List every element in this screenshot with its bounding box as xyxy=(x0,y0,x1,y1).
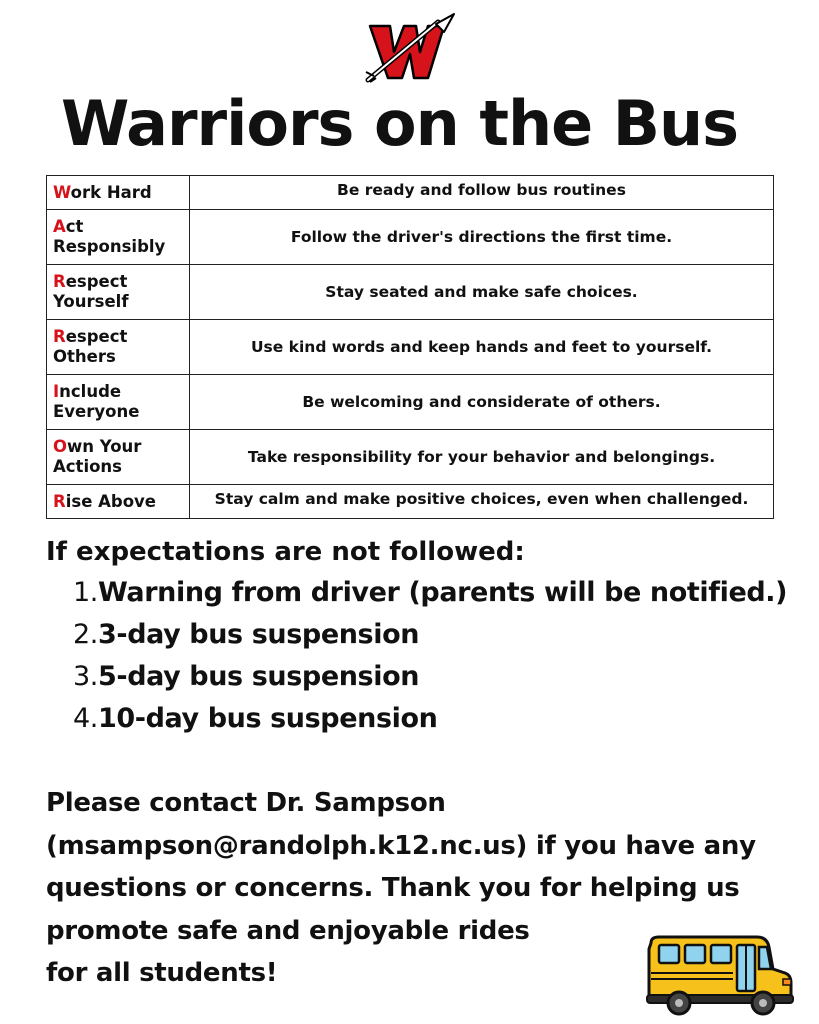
consequence-text: 10-day bus suspension xyxy=(98,703,438,734)
expectation-row xyxy=(47,210,774,265)
consequence-text: 3-day bus suspension xyxy=(98,619,420,650)
expectation-description xyxy=(190,265,774,320)
expectation-description xyxy=(190,430,774,485)
expectation-row xyxy=(47,176,774,210)
page-title: Warriors on the Bus xyxy=(60,87,739,160)
consequences-section xyxy=(46,532,806,740)
consequence-number: 1. xyxy=(73,577,98,608)
consequences-list xyxy=(46,572,806,740)
acrostic-letter: R xyxy=(53,491,66,511)
expectation-description xyxy=(190,176,774,210)
consequence-item xyxy=(46,614,806,656)
description-text: Use kind words and keep hands and feet to yourself. xyxy=(250,338,713,356)
keyword-rest: ork Hard xyxy=(70,182,152,202)
description-text: Be welcoming and considerate of others. xyxy=(302,393,661,411)
description-text: Be ready and follow bus routines xyxy=(337,180,626,199)
consequence-text: Warning from driver (parents will be notified.) xyxy=(98,577,788,608)
expectation-row xyxy=(47,265,774,320)
consequence-number: 4. xyxy=(73,703,98,734)
expectation-row xyxy=(47,485,774,519)
acrostic-letter: O xyxy=(53,437,68,456)
description-text: Stay calm and make positive choices, even when challenged. xyxy=(214,489,749,508)
expectation-row xyxy=(47,430,774,485)
expectation-description xyxy=(190,320,774,375)
contact-line: for all students! xyxy=(46,958,278,988)
acrostic-letter: A xyxy=(53,217,66,236)
expectation-description xyxy=(190,375,774,430)
expectation-keyword xyxy=(47,375,190,430)
consequence-item xyxy=(46,572,806,614)
school-bus-icon xyxy=(645,935,795,1017)
expectation-keyword xyxy=(47,320,190,375)
keyword-rest: ise Above xyxy=(65,491,156,511)
contact-line: Please contact Dr. Sampson xyxy=(46,788,446,818)
keyword-rest: espect Others xyxy=(53,327,128,366)
expectation-keyword xyxy=(47,176,190,210)
warriors-logo xyxy=(364,12,456,84)
expectation-keyword xyxy=(47,485,190,519)
expectations-table xyxy=(46,175,774,519)
acrostic-letter: R xyxy=(53,327,66,346)
contact-line: (msampson@randolph.k12.nc.us) if you have any xyxy=(46,830,756,861)
consequence-item xyxy=(46,656,806,698)
consequence-number: 2. xyxy=(73,619,98,650)
consequence-item xyxy=(46,698,806,740)
expectation-keyword xyxy=(47,430,190,485)
consequences-heading: If expectations are not followed: xyxy=(46,537,525,567)
keyword-rest: nclude Everyone xyxy=(53,382,140,421)
expectation-description xyxy=(190,210,774,265)
description-text: Take responsibility for your behavior and belongings. xyxy=(247,448,716,466)
contact-line: questions or concerns. Thank you for helping us xyxy=(46,873,740,903)
contact-line: promote safe and enjoyable rides xyxy=(46,915,530,946)
expectation-row xyxy=(47,375,774,430)
expectation-keyword xyxy=(47,210,190,265)
description-text: Follow the driver's directions the first time. xyxy=(290,228,673,246)
expectation-keyword xyxy=(47,265,190,320)
consequence-text: 5-day bus suspension xyxy=(98,661,420,692)
acrostic-letter: W xyxy=(53,182,71,202)
consequence-number: 3. xyxy=(73,661,98,692)
keyword-rest: wn Your Actions xyxy=(53,437,142,476)
acrostic-letter: I xyxy=(53,382,60,401)
description-text: Stay seated and make safe choices. xyxy=(325,283,638,301)
keyword-rest: ct Responsibly xyxy=(53,217,166,256)
expectation-description xyxy=(190,485,774,519)
expectation-row xyxy=(47,320,774,375)
keyword-rest: espect Yourself xyxy=(53,272,129,311)
acrostic-letter: R xyxy=(53,272,66,291)
